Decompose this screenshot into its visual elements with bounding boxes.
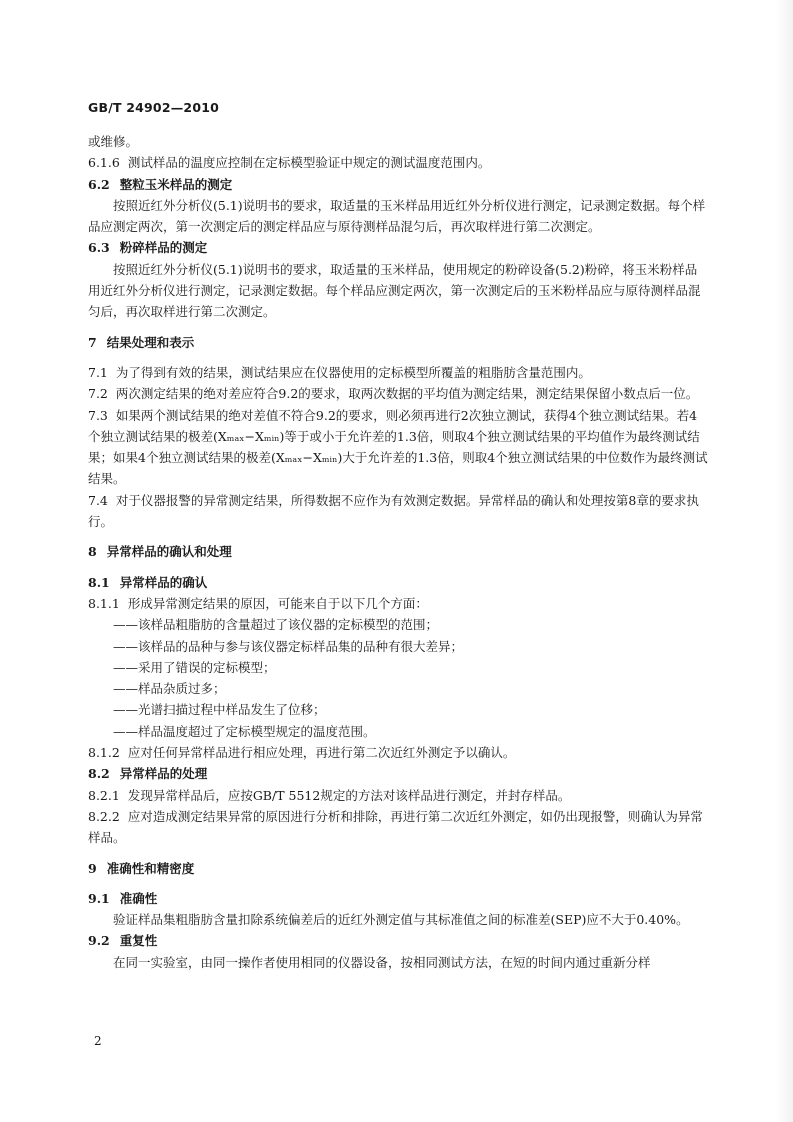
clause-7-4: 7.4 对于仪器报警的异常测定结果，所得数据不应作为有效测定数据。异常样品的确认和处理按第8章的要求执行。 [88, 492, 699, 530]
paragraph-continuation: 或维修。 [88, 134, 139, 149]
list-item: ——样品温度超过了定标模型规定的温度范围。 [113, 723, 376, 739]
clause-6-1-6: 6.1.6 测试样品的温度应控制在定标模型验证中规定的测试温度范围内。 [88, 155, 491, 171]
page-body [88, 131, 708, 973]
page-number: 2 [94, 1034, 102, 1048]
heading-section-8: 8 异常样品的确认和处理 [88, 544, 232, 560]
list-item: ——该样品的品种与参与该仪器定标样品集的品种有很大差异； [113, 638, 464, 654]
heading-9-2: 9.2 重复性 [88, 933, 158, 949]
list-item: ——样品杂质过多； [113, 681, 226, 697]
heading-8-2: 8.2 异常样品的处理 [88, 766, 208, 782]
clause-7-3: 7.3 如果两个测试结果的绝对差值不符合9.2的要求，则必须再进行2次独立测试，获得4个独立测试结果。若4个独立测试结果的极差(Xₘₐₓ−Xₘᵢₙ)等于或小于允许差的1.3倍，则取4个独立测试结果的平均值作为最终测试结果；如果4个独立测试结果的极差(Xₘₐₓ−Xₘᵢₙ)大于允许差的1.3倍，则取4个独立测试结果的中位数作为最终测试结果。 [88, 407, 708, 487]
heading-6-2: 6.2 整粒玉米样品的测定 [88, 176, 233, 192]
paragraph-6-2-body: 按照近红外分析仪(5.1)说明书的要求，取适量的玉米样品用近红外分析仪进行测定，记录测定数据。每个样品应测定两次，第一次测定后的测定样品应与原待测样品混匀后，再次取样进行第二次测定。 [88, 197, 706, 235]
list-item: ——该样品粗脂肪的含量超过了该仪器的定标模型的范围； [113, 617, 439, 633]
list-item: ——采用了错误的定标模型； [113, 659, 276, 675]
paragraph-6-3-body: 按照近红外分析仪(5.1)说明书的要求，取适量的玉米样品，使用规定的粉碎设备(5.2)粉碎，将玉米粉样品用近红外分析仪进行测定，记录测定数据。每个样品应测定两次，第一次测定后的玉米粉样品应与原待测样品混匀后，再次取样进行第二次测定。 [88, 261, 701, 320]
heading-8-1: 8.1 异常样品的确认 [88, 574, 208, 590]
clause-7-2: 7.2 两次测定结果的绝对差应符合9.2的要求，取两次数据的平均值为测定结果，测定结果保留小数点后一位。 [88, 386, 699, 402]
scan-edge-shadow [775, 0, 793, 1122]
paragraph-9-2-body: 在同一实验室，由同一操作者使用相同的仪器设备，按相同测试方法，在短的时间内通过重新分样 [113, 954, 651, 970]
heading-6-3: 6.3 粉碎样品的测定 [88, 240, 208, 256]
paragraph-9-1-body: 验证样品集粗脂肪含量扣除系统偏差后的近红外测定值与其标准值之间的标准差(SEP)应不大于0.40%。 [113, 912, 689, 928]
standard-code-header: GB/T 24902—2010 [88, 100, 220, 115]
clause-8-1-1: 8.1.1 形成异常测定结果的原因，可能来自于以下几个方面： [88, 595, 428, 611]
list-item: ——光谱扫描过程中样品发生了位移； [113, 702, 326, 718]
heading-section-7: 7 结果处理和表示 [88, 334, 195, 350]
heading-9-1: 9.1 准确性 [88, 890, 158, 906]
clause-8-1-2: 8.1.2 应对任何异常样品进行相应处理，再进行第二次近红外测定予以确认。 [88, 745, 516, 761]
clause-7-1: 7.1 为了得到有效的结果，测试结果应在仪器使用的定标模型所覆盖的粗脂肪含量范围内。 [88, 364, 591, 380]
heading-section-9: 9 准确性和精密度 [88, 860, 195, 876]
clause-8-2-1: 8.2.1 发现异常样品后，应按GB/T 5512规定的方法对该样品进行测定，并封存样品。 [88, 787, 571, 803]
clause-8-2-2: 8.2.2 应对造成测定结果异常的原因进行分析和排除，再进行第二次近红外测定，如仍出现报警，则确认为异常样品。 [88, 808, 703, 846]
